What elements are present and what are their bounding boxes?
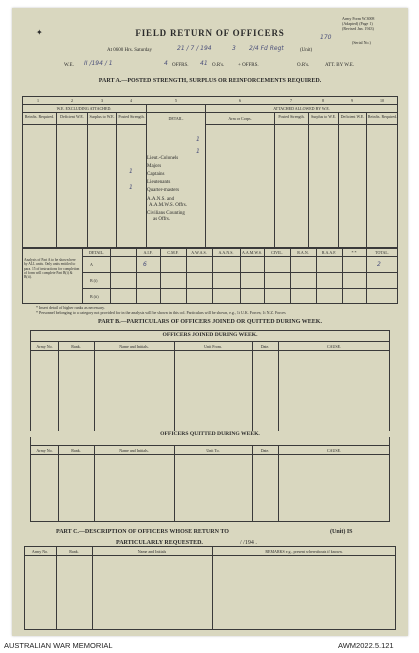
hw-posted-mark: 1 bbox=[129, 168, 133, 175]
part-c-col-name: Name and Initials bbox=[137, 549, 167, 554]
serial-label: (Serial No.) bbox=[352, 40, 371, 45]
we-handwritten: II /194 / 1 bbox=[84, 60, 113, 67]
offrs-label: OFFRS. bbox=[172, 63, 189, 68]
analysis-col-ran: R.A.N. bbox=[297, 250, 309, 255]
unit-label: (Unit) bbox=[300, 48, 313, 53]
analysis-col-aans: A.A.N.S. bbox=[218, 250, 234, 255]
rank-civilians-2: as Offrs. bbox=[153, 217, 171, 222]
rank-lieutenants: Lieutenants bbox=[147, 180, 171, 185]
analysis-col-awas: A.W.A.S. bbox=[191, 250, 207, 255]
ors2-label: O.R's. bbox=[297, 63, 310, 68]
form-title: FIELD RETURN OF OFFICERS bbox=[135, 28, 285, 38]
quitted-title: OFFICERS QUITTED DURING WEEK. bbox=[30, 431, 390, 437]
unit-handwritten: 2/4 Fd Regt bbox=[249, 45, 284, 52]
analysis-col-total: TOTAL. bbox=[375, 250, 389, 255]
col-reinfs2: Reinfts. Required. bbox=[367, 114, 398, 119]
analysis-col-other: * * bbox=[351, 250, 357, 255]
col-posted: Posted Strength. bbox=[118, 114, 145, 119]
joined-col-name: Name and Initials. bbox=[119, 344, 149, 349]
analysis-col-civil: CIVIL. bbox=[271, 250, 283, 255]
part-c-table bbox=[24, 546, 396, 630]
analysis-col-aif: A.I.F. bbox=[143, 250, 153, 255]
rank-civilians: Civilians Counting bbox=[147, 211, 185, 216]
part-c-col-armyno: Army No. bbox=[31, 549, 49, 554]
col-num-6: 6 bbox=[239, 98, 241, 103]
col-deficient2: Deficient W.E. bbox=[340, 114, 365, 119]
rank-aans: A.A.N.S. and bbox=[147, 197, 175, 202]
joined-col-rank: Rank. bbox=[71, 344, 81, 349]
joined-col-unit: Unit From. bbox=[204, 344, 222, 349]
date-year-handwritten: 3 bbox=[232, 45, 236, 52]
col-deficient: Deficient W.E. bbox=[60, 114, 84, 119]
joined-col-cause: CAUSE. bbox=[326, 344, 342, 349]
col-num-4: 4 bbox=[130, 98, 132, 103]
quitted-col-cause: CAUSE. bbox=[326, 448, 342, 453]
pin-mark-icon: ✦ bbox=[36, 28, 43, 37]
col-arm: Arm or Corps. bbox=[228, 116, 252, 121]
col-num-5: 5 bbox=[175, 98, 177, 103]
quitted-col-date: Date. bbox=[260, 448, 270, 453]
col-num-7: 7 bbox=[290, 98, 292, 103]
analysis-col-cmf: C.M.F. bbox=[167, 250, 179, 255]
quitted-col-name: Name and Initials. bbox=[119, 448, 149, 453]
analysis-col-aamws: A.A.M.W.S. bbox=[242, 250, 262, 255]
rank-captains: Captains bbox=[147, 172, 165, 177]
joined-col-armyno: Army No. bbox=[36, 344, 53, 349]
offrs-handwritten: 4 bbox=[164, 60, 168, 67]
hw-detail-mark: 1 bbox=[196, 136, 200, 143]
part-c-col-rank: Rank. bbox=[69, 549, 79, 554]
quitted-col-unit: Unit To. bbox=[206, 448, 220, 453]
part-b-title: PART B.—PARTICULARS OF OFFICERS JOINED OR QUITTED DURING WEEK. bbox=[98, 319, 322, 325]
quitted-col-rank: Rank. bbox=[71, 448, 81, 453]
footer-institution: AUSTRALIAN WAR MEMORIAL bbox=[4, 641, 113, 650]
hw-detail-mark-2: 1 bbox=[196, 148, 200, 155]
col-num-8: 8 bbox=[322, 98, 324, 103]
analysis-hw-aif: 6 bbox=[143, 261, 147, 268]
col-surplus2: Surplus to W.E. bbox=[310, 114, 337, 119]
at-line-label: At 0600 Hrs. Saturday bbox=[107, 48, 152, 53]
col-num-10: 10 bbox=[380, 98, 384, 103]
analysis-col-raaf: R.A.A.F. bbox=[321, 250, 337, 255]
ors-handwritten: 41 bbox=[200, 60, 208, 67]
analysis-row-bi: B (i) bbox=[90, 278, 98, 283]
footnote-1: * Insert detail of higher ranks as necessary. bbox=[36, 305, 105, 310]
col-posted2: Posted Strength. bbox=[278, 114, 305, 119]
ors-label: O.R's. bbox=[212, 63, 225, 68]
analysis-note: Analysis of Part A to be shown here by ALL units. Only units entitled to para. 15 of instructions for completion of form will complete Part B(i) & B(ii). bbox=[24, 258, 80, 280]
rank-ltcol: Lieut.-Colonels bbox=[147, 156, 179, 161]
plus-offrs-label: + OFFRS. bbox=[238, 63, 259, 68]
hw-posted-mark-2: 1 bbox=[129, 184, 133, 191]
col-num-9: 9 bbox=[351, 98, 353, 103]
we-excl-header: W.E. EXCLUDING ATTACHED. bbox=[56, 106, 112, 111]
serial-handwritten: 170 bbox=[320, 34, 332, 41]
att-label: ATT. BY W.E. bbox=[325, 63, 355, 68]
we-label: W.E. bbox=[64, 63, 74, 68]
col-num-3: 3 bbox=[101, 98, 103, 103]
col-reinfs: Reinfts. Required. bbox=[24, 114, 55, 119]
col-surplus: Surplus to W.E. bbox=[89, 114, 115, 119]
joined-title: OFFICERS JOINED DURING WEEK. bbox=[162, 332, 258, 338]
part-c-unit-label: (Unit) IS bbox=[330, 529, 353, 535]
rank-aamws: A.A.M.W.S. Offrs. bbox=[149, 203, 187, 208]
footer-accession: AWM2022.5.121 bbox=[338, 641, 394, 650]
form-ref-3: (Revised Jan. 1943) bbox=[342, 26, 374, 31]
col-num-2: 2 bbox=[71, 98, 73, 103]
analysis-row-a: A bbox=[90, 262, 93, 267]
part-c-date-blank: / /194 . bbox=[240, 540, 257, 546]
quitted-col-armyno: Army No. bbox=[36, 448, 53, 453]
part-c-line2: PARTICULARLY REQUESTED. bbox=[116, 540, 203, 546]
analysis-row-bii: B (ii) bbox=[90, 294, 99, 299]
form-sheet bbox=[12, 8, 408, 636]
date-handwritten: 21 / 7 / 194 bbox=[177, 45, 212, 52]
rank-majors: Majors bbox=[147, 164, 162, 169]
footnote-2: * Personnel belonging to a category not provided for in the analysis will be shown in this col. Particulars will be shown, e.g., 1t U.K. Forces; 1t N.Z. Forces bbox=[36, 310, 286, 315]
col-num-1: 1 bbox=[37, 98, 39, 103]
att-allowed-header: ATTACHED ALLOWED BY W.E. bbox=[273, 106, 330, 111]
part-c-col-remarks: REMARKS e.g., present whereabouts if known. bbox=[265, 549, 343, 554]
form-ref-1: Army Form W.3008 bbox=[342, 16, 375, 21]
joined-col-date: Date. bbox=[260, 344, 270, 349]
col-detail: DETAIL. bbox=[168, 116, 184, 121]
analysis-col-detail: DETAIL. bbox=[88, 250, 105, 255]
rank-qm: Quarter-masters bbox=[147, 188, 180, 193]
form-ref-2: (Adapted) (Page 1) bbox=[342, 21, 373, 26]
part-c-title: PART C.—DESCRIPTION OF OFFICERS WHOSE RETURN TO bbox=[56, 529, 229, 535]
analysis-hw-total: 2 bbox=[377, 261, 381, 268]
part-a-title: PART A.—POSTED STRENGTH, SURPLUS OR REINFORCEMENTS REQUIRED. bbox=[98, 78, 322, 84]
